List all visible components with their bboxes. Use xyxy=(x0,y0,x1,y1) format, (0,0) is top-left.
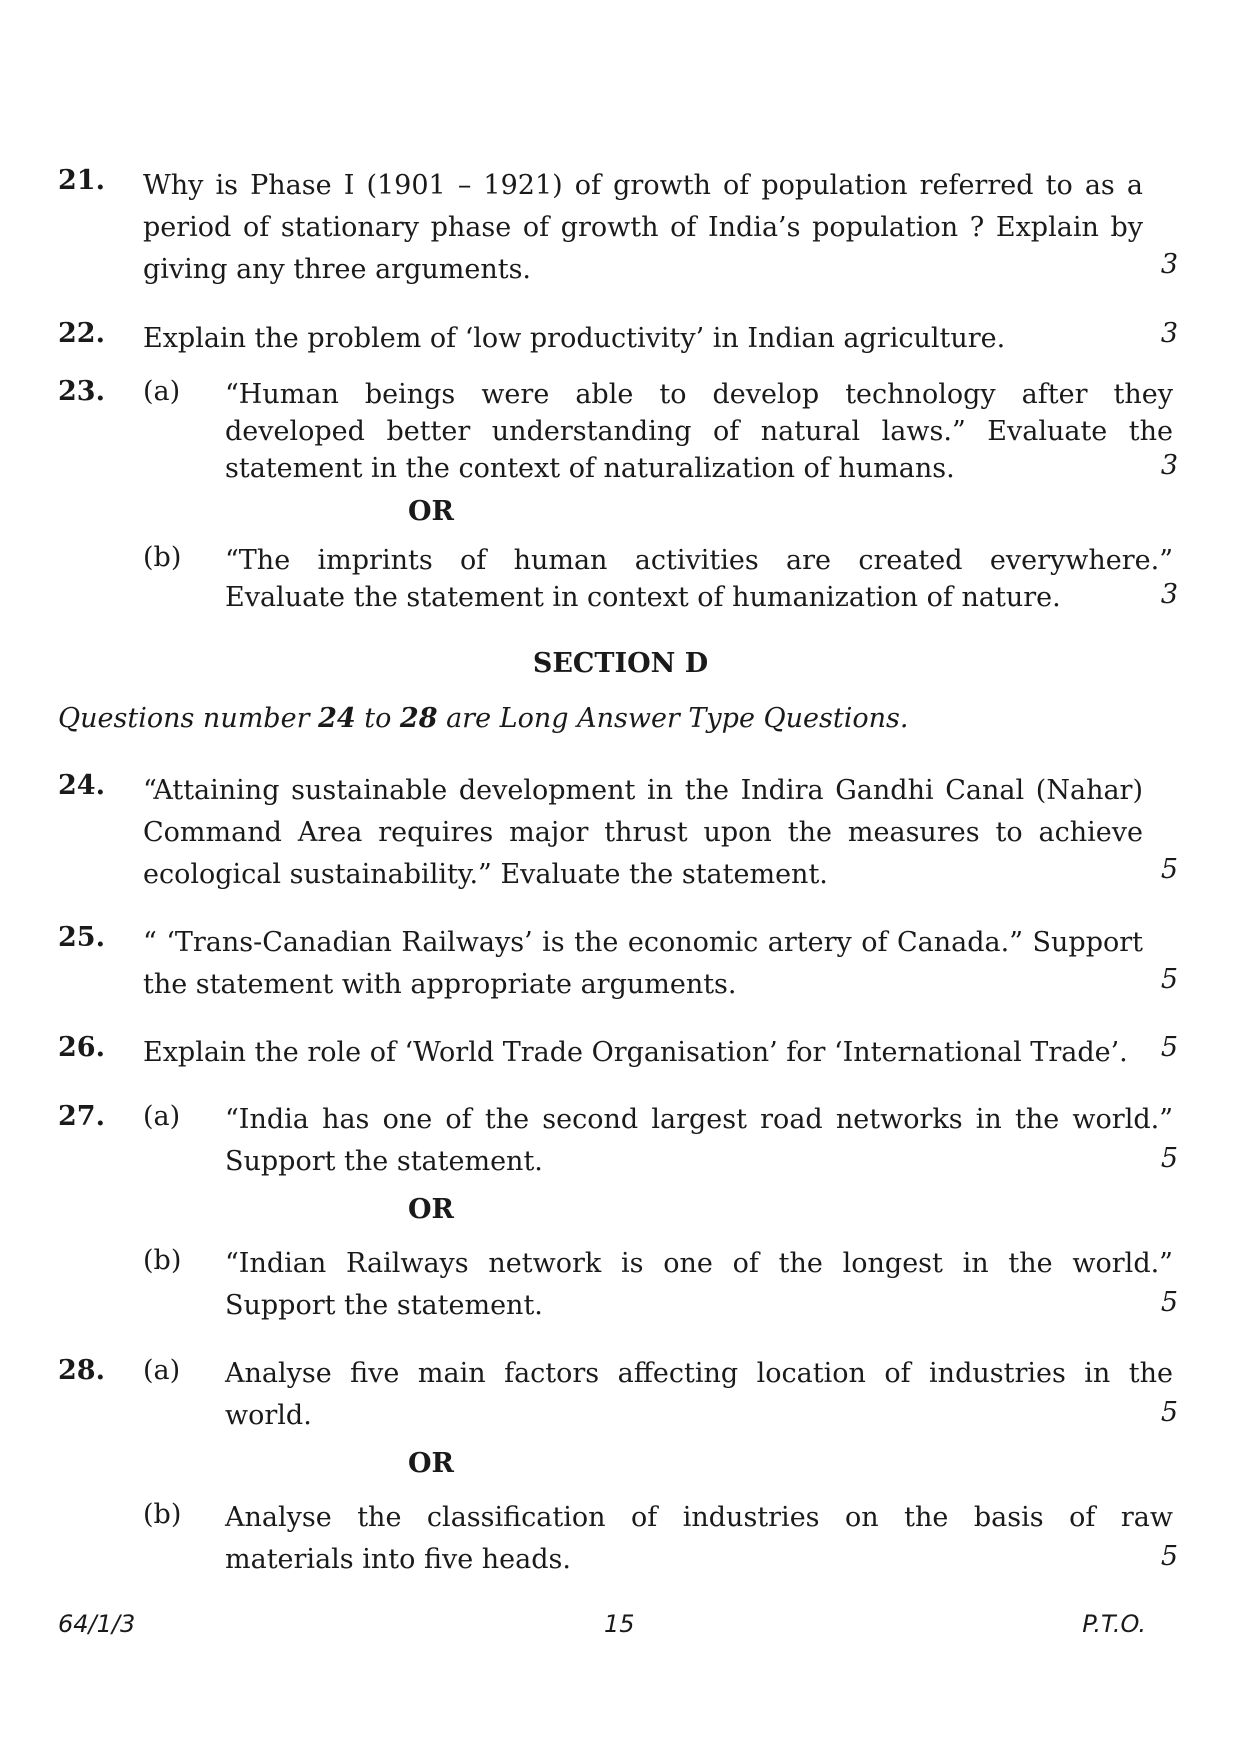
question-text-line: Explain the role of ‘World Trade Organisation’ for ‘International Trade’. xyxy=(143,1037,1128,1068)
question-text-line: Evaluate the statement in context of humanization of nature. xyxy=(225,582,1061,613)
question-text-line: statement in the context of naturalization of humans. xyxy=(225,453,955,484)
or-separator: OR xyxy=(408,1448,454,1479)
part-label: (b) xyxy=(143,1245,182,1276)
marks: 3 xyxy=(1160,249,1178,280)
question-number: 22. xyxy=(58,318,105,349)
marks: 5 xyxy=(1160,1541,1178,1572)
question-number: 27. xyxy=(58,1101,105,1132)
question-text-line: Explain the problem of ‘low productivity’ in Indian agriculture. xyxy=(143,323,1006,354)
section-instruction xyxy=(58,703,908,734)
question-text-line: “India has one of the second largest road networks in the world.” xyxy=(225,1104,1173,1135)
question-text-line: the statement with appropriate arguments. xyxy=(143,969,737,1000)
question-number: 28. xyxy=(58,1355,105,1386)
paper-code: 64/1/3 xyxy=(58,1610,136,1638)
question-text-line: “The imprints of human activities are created everywhere.” xyxy=(225,545,1173,576)
or-separator: OR xyxy=(408,496,454,527)
part-label: (a) xyxy=(143,1101,181,1132)
pto-label: P.T.O. xyxy=(1082,1610,1146,1638)
question-text-line: world. xyxy=(225,1400,312,1431)
question-text-line: Support the statement. xyxy=(225,1146,543,1177)
question-text-line: developed better understanding of natural laws.” Evaluate the xyxy=(225,416,1173,447)
question-number: 24. xyxy=(58,770,105,801)
question-text-line: ecological sustainability.” Evaluate the statement. xyxy=(143,859,828,890)
question-number: 25. xyxy=(58,922,105,953)
marks: 5 xyxy=(1160,1287,1178,1318)
question-text-line: “Indian Railways network is one of the longest in the world.” xyxy=(225,1248,1173,1279)
question-text-line: “Attaining sustainable development in the Indira Gandhi Canal (Nahar) xyxy=(143,775,1143,806)
marks: 3 xyxy=(1160,450,1178,481)
part-label: (a) xyxy=(143,1355,181,1386)
page-number: 15 xyxy=(604,1610,635,1638)
part-label: (a) xyxy=(143,376,181,407)
question-text-line: period of stationary phase of growth of India’s population ? Explain by xyxy=(143,212,1143,243)
marks: 5 xyxy=(1160,964,1178,995)
or-separator: OR xyxy=(408,1194,454,1225)
question-text-line: “Human beings were able to develop technology after they xyxy=(225,379,1173,410)
question-text-line: Why is Phase I (1901 – 1921) of growth of population referred to as a xyxy=(143,170,1143,201)
instruction-to: 28 xyxy=(399,703,438,734)
marks: 5 xyxy=(1160,1143,1178,1174)
question-text-line: “ ‘Trans-Canadian Railways’ is the economic artery of Canada.” Support xyxy=(143,927,1143,958)
question-text-line: Command Area requires major thrust upon the measures to achieve xyxy=(143,817,1143,848)
part-label: (b) xyxy=(143,1499,182,1530)
question-text-line: Analyse five main factors affecting location of industries in the xyxy=(225,1358,1173,1389)
question-text-line: materials into five heads. xyxy=(225,1544,571,1575)
marks: 5 xyxy=(1160,854,1178,885)
marks: 3 xyxy=(1160,579,1178,610)
instruction-text: Questions number xyxy=(58,703,319,734)
question-number: 21. xyxy=(58,165,105,196)
section-heading: SECTION D xyxy=(532,648,709,679)
question-text-line: Support the statement. xyxy=(225,1290,543,1321)
question-text-line: Analyse the classification of industries on the basis of raw xyxy=(225,1502,1173,1533)
marks: 5 xyxy=(1160,1397,1178,1428)
instruction-text: are Long Answer Type Questions. xyxy=(437,703,909,734)
marks: 5 xyxy=(1160,1032,1178,1063)
marks: 3 xyxy=(1160,318,1178,349)
instruction-from: 24 xyxy=(318,703,356,734)
part-label: (b) xyxy=(143,542,182,573)
question-text-line: giving any three arguments. xyxy=(143,254,532,285)
question-number: 26. xyxy=(58,1032,105,1063)
question-number: 23. xyxy=(58,376,105,407)
instruction-text: to xyxy=(355,703,400,734)
